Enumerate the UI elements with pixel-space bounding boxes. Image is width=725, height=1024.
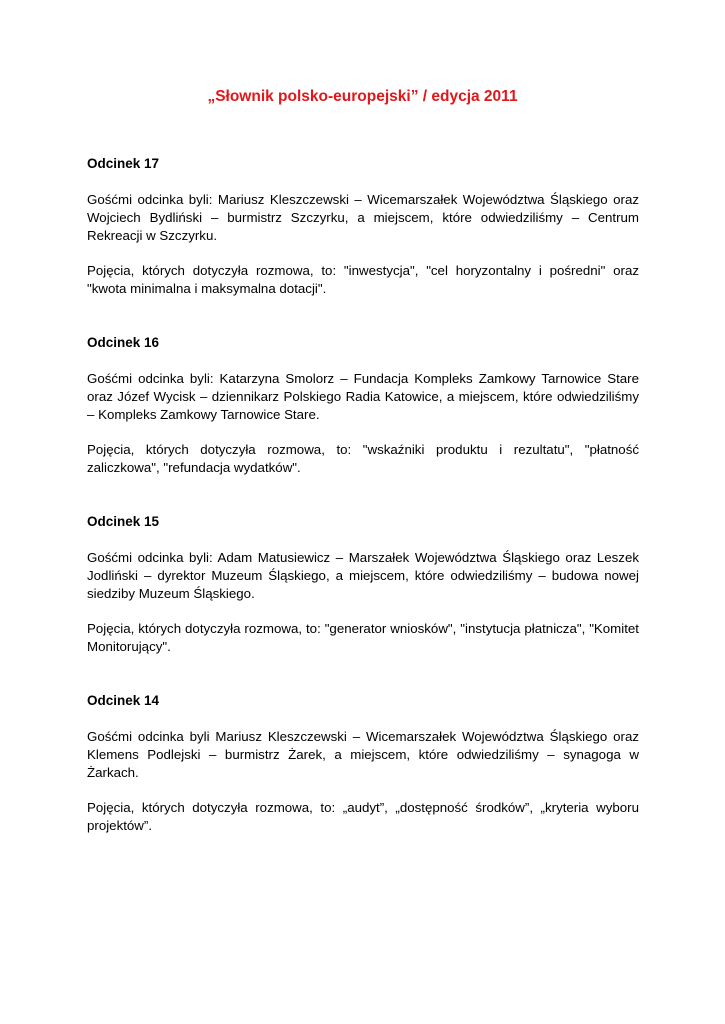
episode-guests-paragraph: Gośćmi odcinka byli: Mariusz Kleszczewski – Wicemarszałek Województwa Śląskiego oraz Wojciech Bydliński – burmistrz Szczyrku, a miejscem, które odwiedziliśmy – Centrum Rekreacji w Szczyrku.: [87, 192, 639, 243]
episode-guests-paragraph: Gośćmi odcinka byli: Katarzyna Smolorz – Fundacja Kompleks Zamkowy Tarnowice Stare oraz Józef Wycisk – dziennikarz Polskiego Radia Katowice, a miejscem, które odwiedziliśmy – Kompleks Zamkowy Tarnowice Stare.: [87, 371, 639, 422]
document-title: „Słownik polsko-europejski” / edycja 2011: [207, 88, 518, 105]
episode-section-17: [87, 155, 639, 298]
episode-section-15: [87, 513, 639, 656]
episode-concepts-paragraph: Pojęcia, których dotyczyła rozmowa, to: "inwestycja", "cel horyzontalny i pośredni" oraz "kwota minimalna i maksymalna dotacji".: [87, 263, 639, 296]
episode-guests-paragraph: Gośćmi odcinka byli: Adam Matusiewicz – Marszałek Województwa Śląskiego oraz Leszek Jodliński – dyrektor Muzeum Śląskiego, a miejscem, które odwiedziliśmy – budowa nowej siedziby Muzeum Śląskiego.: [87, 550, 639, 601]
document-body: [87, 155, 639, 852]
episode-concepts-paragraph: Pojęcia, których dotyczyła rozmowa, to: "generator wniosków", "instytucja płatnicza", "Komitet Monitorujący".: [87, 621, 639, 654]
episode-heading: Odcinek 14: [87, 693, 160, 708]
episode-heading: Odcinek 16: [87, 335, 160, 350]
episode-heading: Odcinek 15: [87, 514, 160, 529]
episode-heading: Odcinek 17: [87, 156, 160, 171]
episode-guests-paragraph: Gośćmi odcinka byli Mariusz Kleszczewski – Wicemarszałek Województwa Śląskiego oraz Klemens Podlejski – burmistrz Żarek, a miejscem, które odwiedziliśmy – synagoga w Żarkach.: [87, 729, 639, 780]
episode-section-16: [87, 334, 639, 477]
episode-concepts-paragraph: Pojęcia, których dotyczyła rozmowa, to: „audyt”, „dostępność środków”, „kryteria wyboru projektów”.: [87, 800, 639, 833]
episode-concepts-paragraph: Pojęcia, których dotyczyła rozmowa, to: "wskaźniki produktu i rezultatu", "płatność zaliczkowa", "refundacja wydatków".: [87, 442, 639, 475]
episode-section-14: [87, 692, 639, 835]
